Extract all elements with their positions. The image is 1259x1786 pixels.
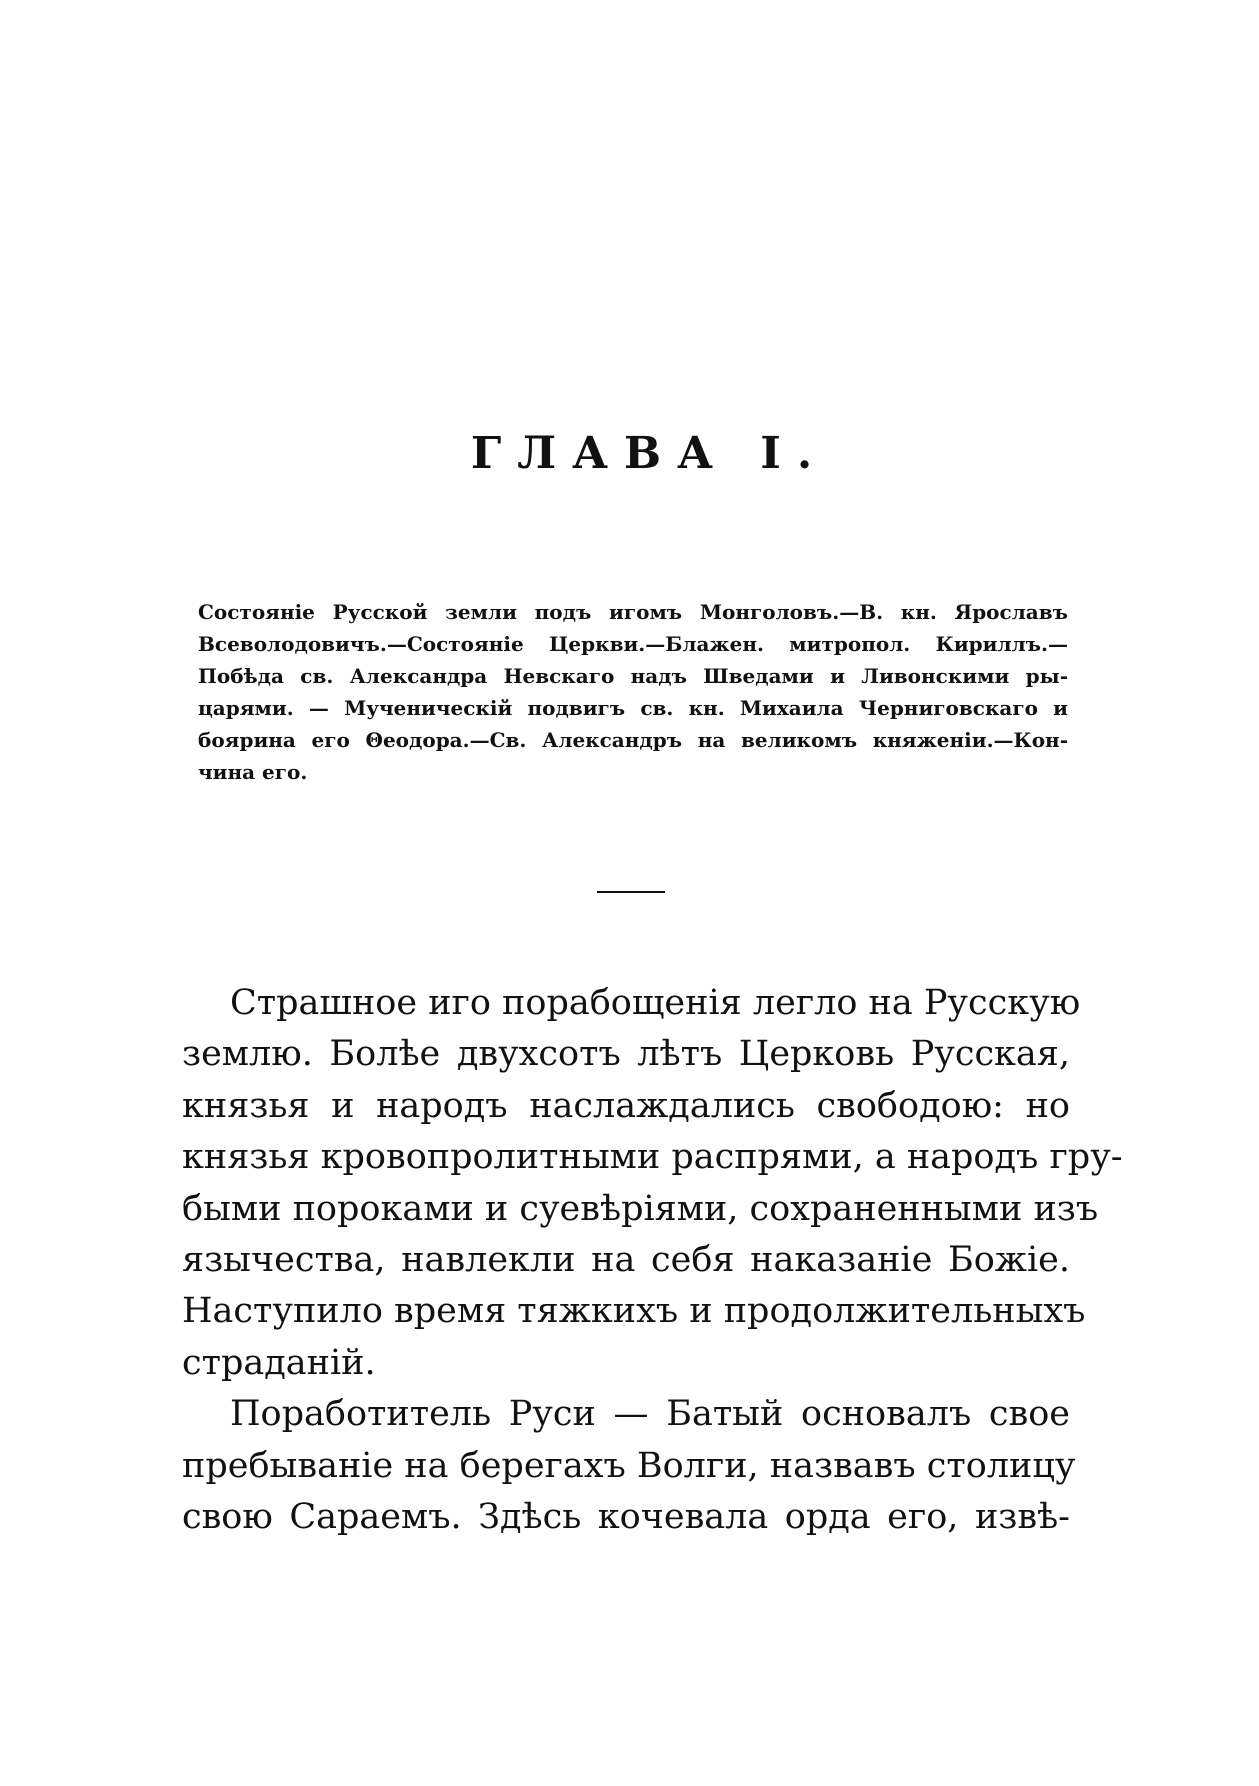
text-line: князья кровопролитными распрями, а народъ гру- [182,1137,1123,1178]
summary-line: боярина его Θеодора.—Св. Александръ на великомъ княженіи.—Кон- [198,728,1068,752]
summary-line: Побѣда св. Александра Невскаго надъ Шведами и Ливонскими ры- [198,664,1068,688]
text-line: князья и народъ наслаждались свободою: но [182,1085,1070,1126]
summary-line: царями. — Мученическій подвигъ св. кн. Михаила Черниговскаго и [198,696,1068,720]
paragraph-2 [182,1389,1076,1543]
chapter-title: ГЛАВА I. [470,428,829,479]
text-line: язычества, навлекли на себя наказаніе Божіе. [182,1240,1070,1281]
summary-line: Всеволодовичъ.—Состояніе Церкви.—Блажен. митропол. Кириллъ.— [198,632,1068,656]
summary-line: чина его. [198,760,308,784]
body-text [182,978,1123,1543]
text-line: страданій. [182,1342,376,1383]
text-line: быми пороками и суевѣріями, сохраненными изъ [182,1188,1099,1229]
paragraph-1 [182,978,1123,1389]
text-line: Страшное иго порабощенія легло на Русскую [230,983,1081,1023]
text-line: Наступило время тяжкихъ и продолжительныхъ [182,1291,1086,1332]
chapter-summary [198,596,1068,788]
section-separator [597,891,665,893]
text-line: землю. Болѣе двухсотъ лѣтъ Церковь Русская, [182,1034,1070,1075]
text-line: свою Сараемъ. Здѣсь кочевала орда его, извѣ- [182,1497,1070,1538]
text-line: Поработитель Руси — Батый основалъ свое [230,1394,1070,1435]
summary-line: Состояніе Русской земли подъ игомъ Монголовъ.—В. кн. Ярославъ [198,600,1068,624]
text-line: пребываніе на берегахъ Волги, назвавъ столицу [182,1445,1076,1486]
